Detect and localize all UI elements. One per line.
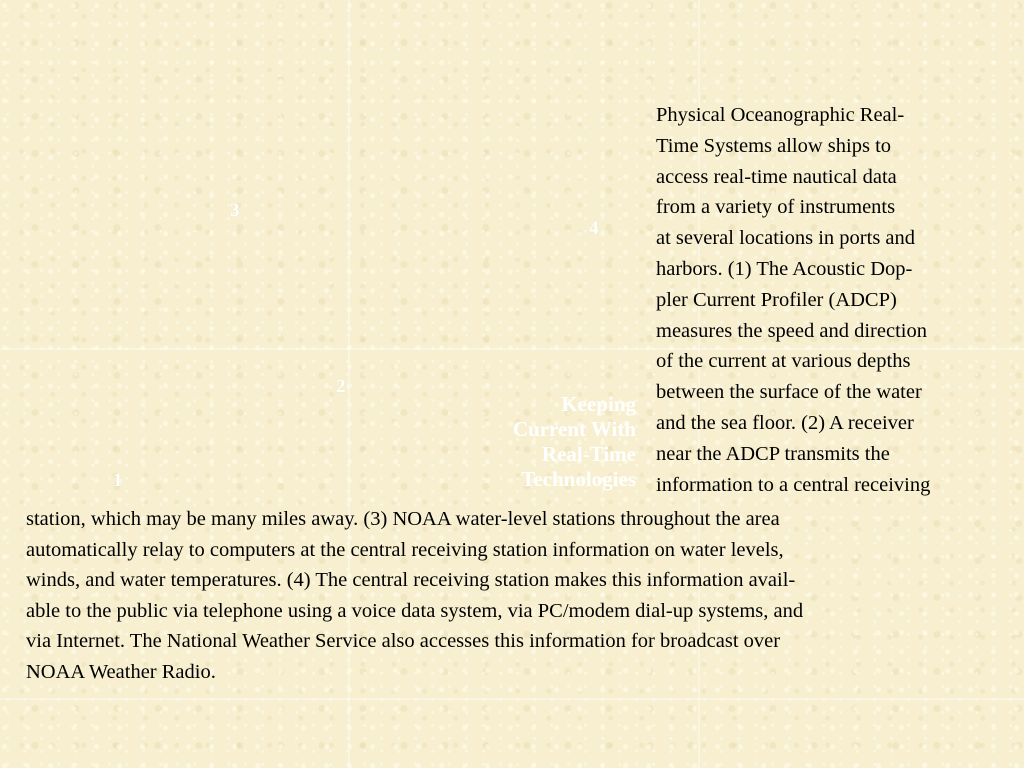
caption-bottom-paragraph xyxy=(26,504,1016,687)
caption-line: from a variety of instruments xyxy=(656,196,896,219)
figure-label-2: 2 xyxy=(336,376,346,397)
caption-line: automatically relay to computers at the central receiving station information on water levels, xyxy=(26,538,784,561)
caption-line: at several locations in ports and xyxy=(656,227,916,250)
page-title xyxy=(436,392,636,492)
caption-line: station, which may be many miles away. (3) NOAA water-level stations throughout the area xyxy=(26,508,780,530)
caption-line: information to a central receiving xyxy=(656,473,931,496)
title-line: Keeping xyxy=(561,392,636,416)
caption-line: able to the public via telephone using a voice data system, via PC/modem dial-up systems, and xyxy=(26,599,804,622)
tile-divider xyxy=(0,698,1024,700)
caption-line: Time Systems allow ships to xyxy=(656,134,892,157)
caption-side-column xyxy=(656,100,1006,500)
caption-line: winds, and water temperatures. (4) The central receiving station makes this information avail- xyxy=(26,569,796,591)
caption-line: near the ADCP transmits the xyxy=(656,442,890,465)
caption-line: via Internet. The National Weather Service also accesses this information for broadcast over xyxy=(26,630,781,652)
caption-line: and the sea floor. (2) A receiver xyxy=(656,411,914,434)
caption-line: measures the speed and direction xyxy=(656,319,927,342)
figure-label-4: 4 xyxy=(589,218,599,239)
title-line: Current With xyxy=(512,417,636,441)
caption-line: harbors. (1) The Acoustic Dop- xyxy=(656,257,913,280)
title-line: Technologies xyxy=(521,467,636,491)
figure-label-1: 1 xyxy=(113,470,123,491)
caption-line: access real-time nautical data xyxy=(656,165,897,188)
caption-line: pler Current Profiler (ADCP) xyxy=(656,288,897,311)
caption-line: of the current at various depths xyxy=(656,350,911,373)
title-line: Real-Time xyxy=(541,442,636,466)
figure-label-3: 3 xyxy=(230,200,240,221)
caption-line: between the surface of the water xyxy=(656,381,922,404)
caption-line: NOAA Weather Radio. xyxy=(26,660,216,683)
caption-line: Physical Oceanographic Real- xyxy=(656,104,905,126)
